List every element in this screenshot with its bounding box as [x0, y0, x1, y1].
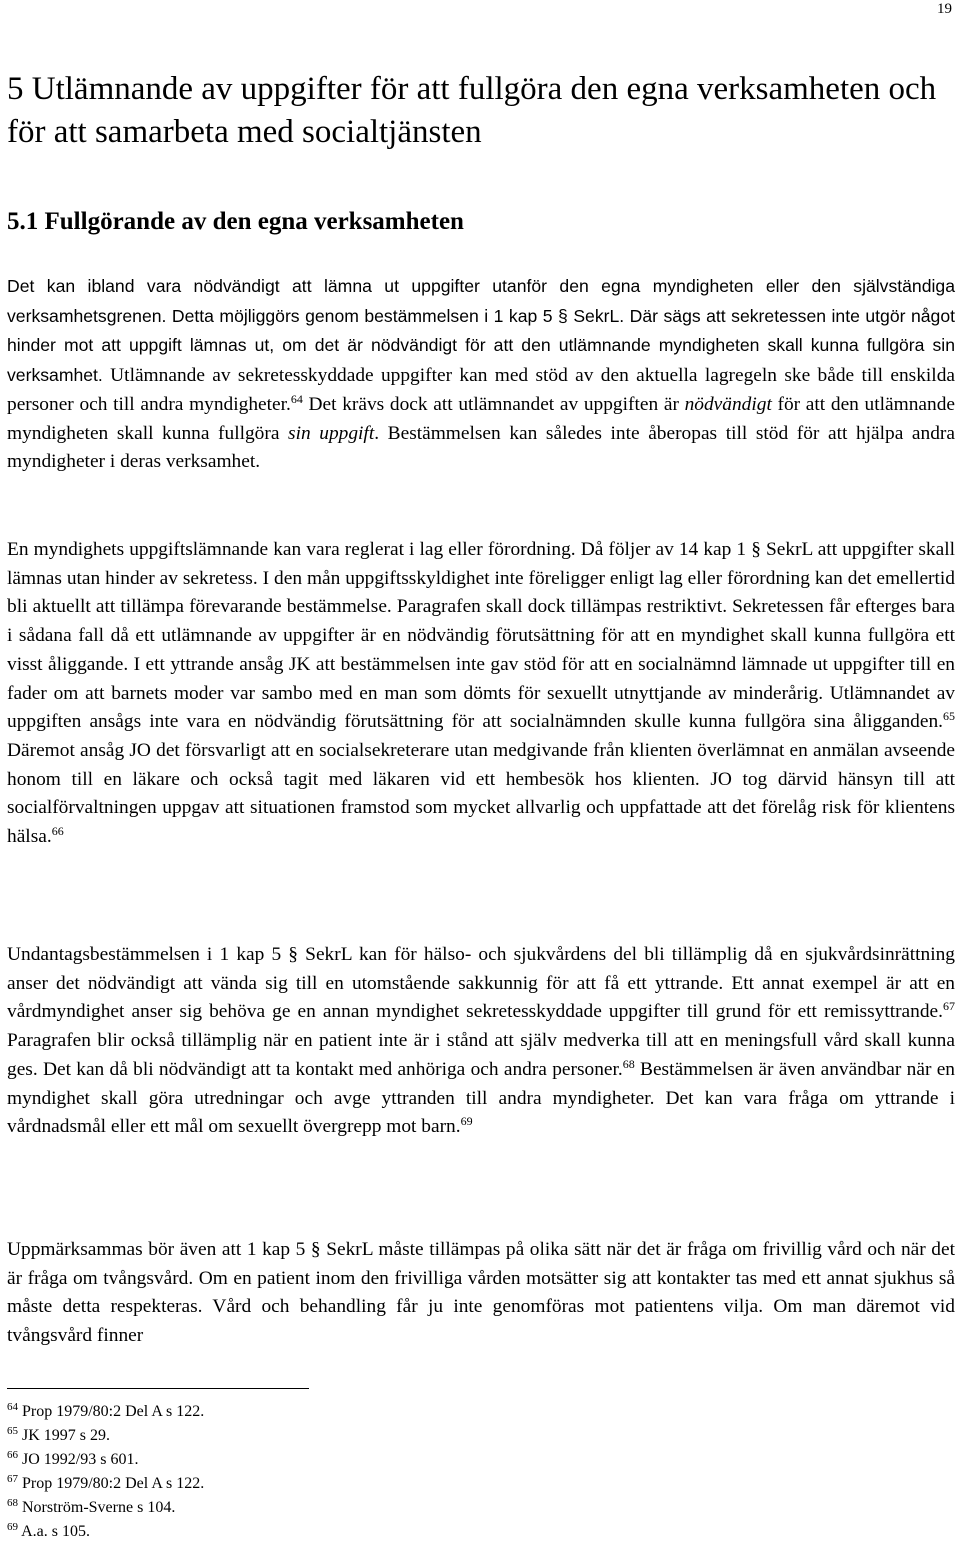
footnote-number: 68	[7, 1497, 18, 1509]
footnote	[7, 1496, 607, 1520]
footnote-number: 66	[7, 1449, 18, 1461]
paragraph-text: Däremot ansåg JO det försvarligt att en socialsekreterare utan medgivande från klienten överlämnat en anmälan avseende honom till en läkare och också tagit med läkaren vid ett hembesök hos klienten. JO tog därvid hänsyn till att socialförvaltningen uppgav att situationen framstod som mycket allvarlig och uppfattade att det förelåg risk för klientens hälsa.	[7, 739, 955, 848]
body-paragraph	[7, 536, 955, 852]
paragraph-text: för att den utlämnande myndigheten skall kunna fullgöra	[7, 393, 956, 444]
footnote-number: 69	[7, 1521, 18, 1533]
footnote-reference: 65	[943, 709, 955, 724]
footnote-text: Prop 1979/80:2 Del A s 122.	[22, 1475, 205, 1492]
footnote	[7, 1424, 607, 1448]
footnote-text: Prop 1979/80:2 Del A s 122.	[22, 1403, 205, 1420]
section-title: 5.1 Fullgörande av den egna verksamheten	[7, 208, 464, 235]
footnote-text: JO 1992/93 s 601.	[22, 1451, 139, 1468]
paragraph-text: Bestämmelsen är även användbar när en myndighet skall göra utredningar och avge yttranden till andra myndigheter. Det kan vara fråga om yttrande i vårdnadsmål eller ett mål om sexuellt övergrepp mot barn.	[7, 1058, 955, 1138]
footnote	[7, 1472, 607, 1496]
footnote-number: 67	[7, 1473, 18, 1485]
body-paragraph	[7, 272, 955, 477]
emphasis-text: nödvändigt	[684, 393, 772, 415]
emphasis-text: sin uppgift	[288, 422, 375, 444]
body-paragraph	[7, 941, 955, 1142]
footnote-number: 65	[7, 1425, 18, 1437]
paragraph-text: Utlämnande av sekretesskyddade uppgifter kan med stöd av den aktuella lagregeln ske både till enskilda personer och till andra myndigheter.	[7, 365, 955, 415]
footnote-separator	[7, 1388, 309, 1389]
page-number: 19	[937, 1, 952, 17]
paragraph-text: Uppmärksammas bör även att 1 kap 5 § SekrL måste tillämpas på olika sätt när det är fråga om frivillig vård och när det är fråga om tvångsvård. Om en patient inom den frivilliga vården motsätter sig att kontakter tas med ett annat sjukhus så måste detta respekteras. Vård och behandling får ju inte genomföras mot patientens vilja. Om man däremot vid tvångsvård finner	[7, 1239, 955, 1347]
footnotes	[7, 1400, 607, 1544]
footnote-text: Norström-Sverne s 104.	[22, 1499, 176, 1516]
footnote	[7, 1520, 607, 1544]
paragraph-text: En myndighets uppgiftslämnande kan vara reglerat i lag eller förordning. Då följer av 14 kap 1 § SekrL att uppgifter skall lämnas utan hinder av sekretess. I den mån uppgiftsskyldighet inte föreligger enligt lag eller förordning kan det emellertid bli aktuellt att tillämpa förevarande bestämmelse. Paragrafen skall dock tillämpas restriktivt. Sekretessen får efterges bara i sådana fall då ett utlämnande av uppgifter är en nödvändig förutsättning för att en myndighet skall kunna fullgöra ett visst åliggande. I ett yttrande ansåg JK att bestämmelsen inte gav stöd för att en socialnämnd lämnade ut uppgifter till en fader om att barnets moder var sambo med en man som dömts för sexuellt utnyttjande av minderårig. Utlämnandet av uppgiften ansågs inte vara en nödvändig förutsättning för att socialnämnden skulle kunna fullgöra sina åligganden.	[7, 539, 955, 733]
footnote	[7, 1448, 607, 1472]
footnote-reference: 69	[460, 1114, 473, 1129]
footnote-text: A.a. s 105.	[21, 1523, 91, 1540]
footnote-reference: 68	[622, 1056, 635, 1071]
chapter-title: 5 Utlämnande av uppgifter för att fullgöra den egna verksamheten och för att samarbeta med socialtjänsten	[7, 71, 937, 150]
paragraph-text: Paragrafen blir också tillämplig när en patient inte är i stånd att själv medverka till att en meningsfull vård skall kunna ges. Det kan då bli nödvändigt att ta kontakt med anhöriga och andra personer.	[7, 1030, 955, 1080]
body-paragraph	[7, 1236, 955, 1351]
paragraph-text: Det kan ibland vara nödvändigt att lämna ut uppgifter utanför den egna myndigheten eller den självständiga verksamhetsgrenen. Detta möjliggörs genom bestämmelsen i 1 kap 5 § SekrL. Där sägs att sekretessen inte utgör något hinder mot att uppgift lämnas ut, om det är nödvändigt för att den utlämnande myndigheten skall kunna fullgöra sin verksamhet.	[7, 276, 955, 386]
paragraph-text: Det krävs dock att utlämnandet av uppgiften är	[302, 393, 685, 415]
footnote-reference: 66	[51, 824, 64, 839]
paragraph-text: Undantagsbestämmelsen i 1 kap 5 § SekrL kan för hälso- och sjukvårdens del bli tillämplig då en sjukvårdsinrättning anser det nödvändigt att vända sig till en utomstående sakkunnig för att få ett yttrande. Ett annat exempel är att en vårdmyndighet anser sig behöva ge en annan myndighet sekretesskyddade uppgifter till grund för ett remissyttrande.	[7, 944, 955, 1023]
footnote-reference: 67	[943, 999, 955, 1014]
footnote-reference: 64	[290, 391, 303, 406]
footnote	[7, 1400, 607, 1424]
footnote-number: 64	[7, 1401, 18, 1413]
footnote-text: JK 1997 s 29.	[22, 1427, 111, 1444]
paragraph-text: . Bestämmelsen kan således inte åberopas till stöd för att hjälpa andra myndigheter i deras verksamhet.	[7, 422, 955, 473]
